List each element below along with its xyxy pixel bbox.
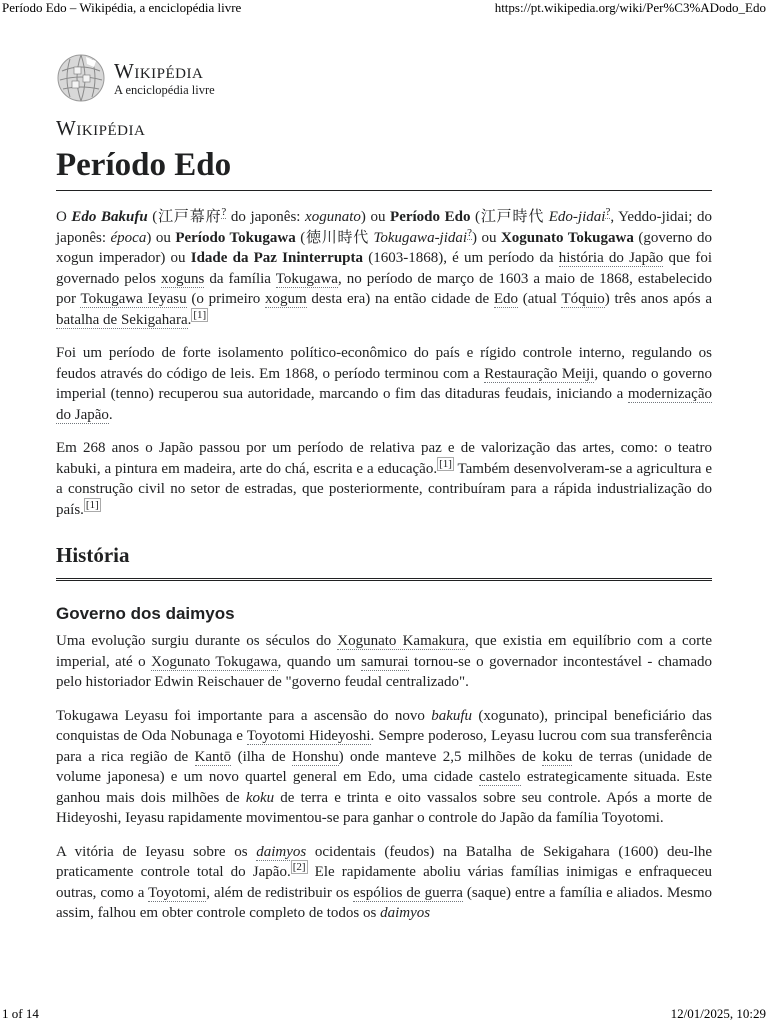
link-samurai[interactable]: samurai xyxy=(361,653,409,670)
section-heading-historia: História xyxy=(56,540,712,581)
history-paragraph-3: A vitória de Ieyasu sobre os daimyos ocidentais (feudos) na Batalha de Sekigahara (1600) deu-lhe praticamente controle total do Japão. [2] Ele rapidamente aboliu várias famílias inimigas e enfraqueceu outras, como a Toyotomi, além de redistribuir os espólios de guerra (saque) entre a família e aliados. Mesmo assim, falhou em obter controle completo de todos os daimyos xyxy=(56,843,713,921)
link-xogunato-tokugawa[interactable]: Xogunato Tokugawa xyxy=(151,653,278,670)
link-xogunato-kamakura[interactable]: Xogunato Kamakura xyxy=(337,633,466,649)
page-title: Período Edo xyxy=(56,146,712,191)
link-tokugawa[interactable]: Tokugawa xyxy=(275,270,338,287)
link-castelo[interactable]: castelo xyxy=(479,769,521,785)
print-header xyxy=(0,0,768,18)
link-toquio[interactable]: Tóquio xyxy=(561,291,605,307)
print-footer xyxy=(0,1004,768,1024)
page-count: 1 of 14 xyxy=(2,1006,39,1021)
print-url[interactable]: https://pt.wikipedia.org/wiki/Per%C3%ADodo_Edo xyxy=(494,0,766,15)
print-datetime: 12/01/2025, 10:29 xyxy=(670,1006,766,1021)
intro-paragraph-2: Foi um período de forte isolamento político-econômico do país e rígido controle interno, regulando os feudos através do código de leis. Em 1868, o período terminou com a Restauração Meiji, quando o governo imperial (tenno) recuperou sua autoridade, marcando o fim das ditaduras feudais, iniciando a modernização do Japão. xyxy=(56,345,712,423)
link-espolios-de-guerra[interactable]: espólios de guerra xyxy=(353,884,463,901)
pronunciation-link[interactable]: ? xyxy=(467,226,472,239)
link-tokugawa-ieyasu[interactable]: Tokugawa Ieyasu xyxy=(80,291,187,307)
link-restauracao-meiji[interactable]: Restauração Meiji xyxy=(484,365,595,382)
link-daimyos[interactable]: daimyos xyxy=(256,843,307,860)
link-historia-do-japao[interactable]: história do Japão xyxy=(558,250,664,266)
pronunciation-link[interactable]: ? xyxy=(605,206,611,218)
subsection-heading-governo-dos-daimyos: Governo dos daimyos xyxy=(56,604,235,623)
link-modernizacao-do-japao[interactable]: modernização do Japão xyxy=(56,386,712,423)
print-page-title: Período Edo – Wikipédia, a enciclopédia livre xyxy=(2,0,242,15)
wikipedia-globe-icon xyxy=(56,53,106,103)
reference-link[interactable]: [1] xyxy=(439,457,452,470)
link-toyotomi-hideyoshi[interactable]: Toyotomi Hideyoshi xyxy=(246,728,371,744)
reference-link[interactable]: [1] xyxy=(85,498,99,511)
article-content xyxy=(56,50,712,924)
intro-paragraph-1: O Edo Bakufu (江戸幕府? do japonês: xogunato) ou Período Edo (江戸時代 Edo-jidai?, Yeddo-jidai; do japonês: época) ou Período Tokugawa (徳川時代 Tokugawa-jidai?) ou Xogunato Tokugawa (governo do xogun imperador) ou Idade da Paz Ininterrupta (1603-1868), é um período da história do Japão que foi governado pelos xoguns da família Tokugawa, no período de março de 1603 a maio de 1868, estabelecido por Tokugawa Ieyasu (o primeiro xogum desta era) na então cidade de Edo (atual Tóquio) três anos após a batalha de Sekigahara. [1] xyxy=(56,206,713,328)
link-xogum[interactable]: xogum xyxy=(264,291,307,307)
link-kanto[interactable]: Kantō xyxy=(194,748,232,765)
logo-wordmark: Wikipédia xyxy=(114,58,204,83)
history-paragraph-1: Uma evolução surgiu durante os séculos do Xogunato Kamakura, que existia em equilíbrio com a corte imperial, até o Xogunato Tokugawa, quando um samurai tornou-se o governador incontestável - chamado pelo historiador Edwin Reischauer de "governo feudal centralizado". xyxy=(56,633,713,690)
wikipedia-logo[interactable] xyxy=(56,50,712,106)
link-batalha-de-sekigahara[interactable]: batalha de Sekigahara xyxy=(56,311,188,328)
intro-paragraph-3: Em 268 anos o Japão passou por um período de relativa paz e de valorização das artes, como: o teatro kabuki, a pintura em madeira, arte do chá, escrita e a educação. [1] Também desenvolveram-se a agricultura e a construção civil no setor de estradas, que posteriormente, contribuíram para a rápida industrialização do país. [1] xyxy=(56,440,712,518)
link-koku[interactable]: koku xyxy=(542,748,573,765)
history-paragraph-2: Tokugawa Leyasu foi importante para a ascensão do novo bakufu (xogunato), principal beneficiário das conquistas de Oda Nobunaga e Toyotomi Hideyoshi. Sempre poderoso, Leyasu lucrou com sua transferência para a rica região de Kantō (ilha de Honshu) onde manteve 2,5 milhões de koku de terras (unidade de volume japonesa) e um novo quartel general em Edo, uma cidade castelo estrategicamente situada. Este ganhou mais dois milhões de koku de terra e trinta e oito vassalos sobre seu controle. Após a morte de Hideyoshi, Ieyasu rapidamente movimentou-se para ganhar o controle do Japão da família Toyotomi. xyxy=(56,707,713,826)
reference-link[interactable]: [1] xyxy=(193,308,207,321)
link-xoguns[interactable]: xoguns xyxy=(160,270,205,287)
reference-link[interactable]: [2] xyxy=(292,861,306,873)
logo-tagline: A enciclopédia livre xyxy=(114,82,215,97)
link-edo[interactable]: Edo xyxy=(493,291,519,307)
pronunciation-link[interactable]: ? xyxy=(221,206,227,218)
link-toyotomi[interactable]: Toyotomi xyxy=(148,884,207,901)
wikipedia-wordmark: Wikipédia xyxy=(56,116,146,140)
link-honshu[interactable]: Honshu xyxy=(292,748,339,765)
